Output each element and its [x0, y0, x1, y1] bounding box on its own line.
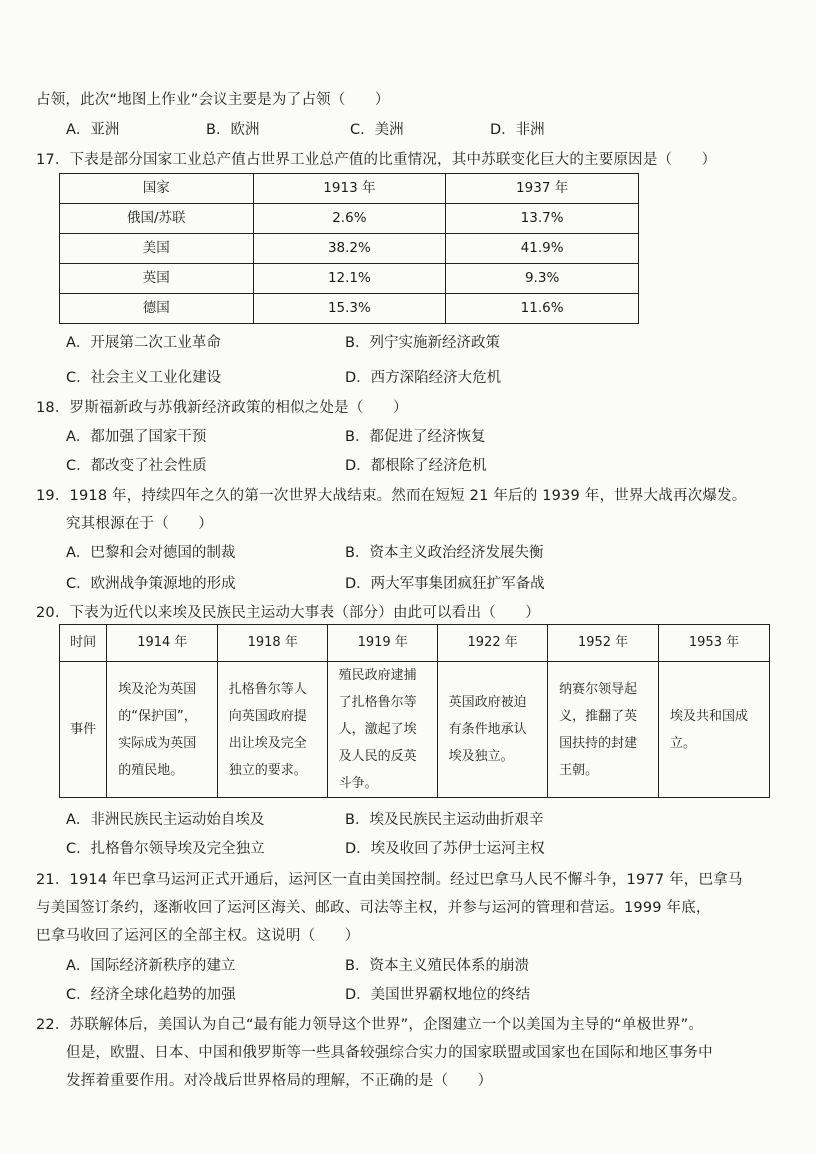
- q19-option-a[interactable]: A．巴黎和会对德国的制裁: [66, 545, 236, 561]
- q17-cell: 美国: [60, 234, 254, 264]
- q22-stem-line3: 发挥着重要作用。对冷战后世界格局的理解，不正确的是（ ）: [66, 1073, 493, 1089]
- q19-option-d[interactable]: D．两大军事集团疯狂扩军备战: [345, 576, 545, 592]
- q19-stem-line2: 究其根源在于（ ）: [66, 516, 213, 532]
- q18-option-a[interactable]: A．都加强了国家干预: [66, 429, 207, 445]
- intro-option-a[interactable]: A．亚洲: [66, 122, 120, 138]
- q22-stem-line2: 但是，欧盟、日本、中国和俄罗斯等一些具备较强综合实力的国家联盟或国家也在国际和地区事务中: [66, 1045, 713, 1061]
- q18-stem: 18．罗斯福新政与苏俄新经济政策的相似之处是（ ）: [36, 400, 408, 416]
- q20-option-c[interactable]: C．扎格鲁尔领导埃及完全独立: [66, 841, 265, 857]
- q17-cell: 德国: [60, 294, 254, 324]
- q20-header-1953: 1953 年: [659, 625, 770, 662]
- q17-cell: 9.3%: [446, 264, 639, 294]
- q17-cell: 11.6%: [446, 294, 639, 324]
- q20-row-label: 事件: [60, 662, 107, 798]
- q20-option-a[interactable]: A．非洲民族民主运动始自埃及: [66, 812, 265, 828]
- q20-header-1952: 1952 年: [548, 625, 659, 662]
- q21-stem-line2: 与美国签订条约，逐渐收回了运河区海关、邮政、司法等主权，并参与运河的管理和营运。1999 年底，: [36, 900, 711, 916]
- q20-option-b[interactable]: B．埃及民族民主运动曲折艰辛: [345, 812, 544, 828]
- q20-event-1922: 英国政府被迫有条件地承认埃及独立。: [448, 695, 527, 764]
- q18-option-c[interactable]: C．都改变了社会性质: [66, 458, 207, 474]
- q17-header-1937: 1937 年: [446, 174, 639, 204]
- q19-option-b[interactable]: B．资本主义政治经济发展失衡: [345, 545, 544, 561]
- q20-header-1919: 1919 年: [328, 625, 438, 662]
- q17-table: [59, 173, 639, 324]
- q21-option-d[interactable]: D．美国世界霸权地位的终结: [345, 987, 531, 1003]
- q17-option-a[interactable]: A．开展第二次工业革命: [66, 335, 221, 351]
- q20-event-1918: 扎格鲁尔等人向英国政府提出让埃及完全独立的要求。: [228, 681, 307, 778]
- q20-header-1918: 1918 年: [218, 625, 328, 662]
- q17-cell: 英国: [60, 264, 254, 294]
- q17-cell: 41.9%: [446, 234, 639, 264]
- q21-option-a[interactable]: A．国际经济新秩序的建立: [66, 958, 236, 974]
- q18-option-b[interactable]: B．都促进了经济恢复: [345, 429, 486, 445]
- q20-event-cell: [438, 662, 548, 798]
- q21-option-b[interactable]: B．资本主义殖民体系的崩溃: [345, 958, 529, 974]
- q17-cell: 15.3%: [253, 294, 446, 324]
- q20-event-cell: [659, 662, 770, 798]
- q17-cell: 38.2%: [253, 234, 446, 264]
- q20-header-time: 时间: [60, 625, 107, 662]
- q17-option-b[interactable]: B．列宁实施新经济政策: [345, 335, 500, 351]
- q17-cell: 俄国/苏联: [60, 204, 254, 234]
- q17-stem: 17．下表是部分国家工业总产值占世界工业总产值的比重情况，其中苏联变化巨大的主要原因是（ ）: [36, 152, 717, 168]
- q20-event-1952: 纳赛尔领导起义，推翻了英国扶持的封建王朝。: [559, 681, 638, 778]
- q20-header-1922: 1922 年: [438, 625, 548, 662]
- q21-stem-line3: 巴拿马收回了运河区的全部主权。这说明（ ）: [36, 928, 360, 944]
- q17-header-1913: 1913 年: [253, 174, 446, 204]
- q19-stem: 19．1918 年，持续四年之久的第一次世界大战结束。然而在短短 21 年后的 1939 年，世界大战再次爆发。: [36, 488, 747, 504]
- q21-option-c[interactable]: C．经济全球化趋势的加强: [66, 987, 236, 1003]
- q20-event-cell: [218, 662, 328, 798]
- intro-option-d[interactable]: D．非洲: [490, 122, 545, 138]
- q18-option-d[interactable]: D．都根除了经济危机: [345, 458, 487, 474]
- intro-option-c[interactable]: C．美洲: [350, 122, 404, 138]
- q20-option-d[interactable]: D．埃及收回了苏伊士运河主权: [345, 841, 545, 857]
- q20-table: [59, 624, 770, 798]
- q19-option-c[interactable]: C．欧洲战争策源地的形成: [66, 576, 236, 592]
- intro-question-line: 占领，此次“地图上作业”会议主要是为了占领（ ）: [36, 92, 390, 108]
- q17-cell: 13.7%: [446, 204, 639, 234]
- q20-event-1953: 埃及共和国成立。: [670, 708, 749, 751]
- q20-event-cell: [548, 662, 659, 798]
- q20-event-1914: 埃及沦为英国的“保护国”，实际成为英国的殖民地。: [118, 681, 197, 778]
- q22-stem: 22．苏联解体后，美国认为自己“最有能力领导这个世界”，企图建立一个以美国为主导的“单极世界”。: [36, 1017, 704, 1033]
- q17-option-c[interactable]: C．社会主义工业化建设: [66, 370, 222, 386]
- q17-option-d[interactable]: D．西方深陷经济大危机: [345, 370, 502, 386]
- q17-header-country: 国家: [60, 174, 254, 204]
- intro-option-b[interactable]: B．欧洲: [206, 122, 260, 138]
- q20-event-1919: 殖民政府逮捕了扎格鲁尔等人，激起了埃及人民的反英斗争。: [338, 668, 417, 791]
- q20-event-cell: [328, 662, 438, 798]
- q20-event-cell: [107, 662, 218, 798]
- q17-cell: 12.1%: [253, 264, 446, 294]
- q20-header-1914: 1914 年: [107, 625, 218, 662]
- q20-stem: 20．下表为近代以来埃及民族民主运动大事表（部分）由此可以看出（ ）: [36, 605, 540, 621]
- q17-cell: 2.6%: [253, 204, 446, 234]
- q21-stem: 21．1914 年巴拿马运河正式开通后，运河区一直由美国控制。经过巴拿马人民不懈斗争，1977 年，巴拿马: [36, 872, 743, 888]
